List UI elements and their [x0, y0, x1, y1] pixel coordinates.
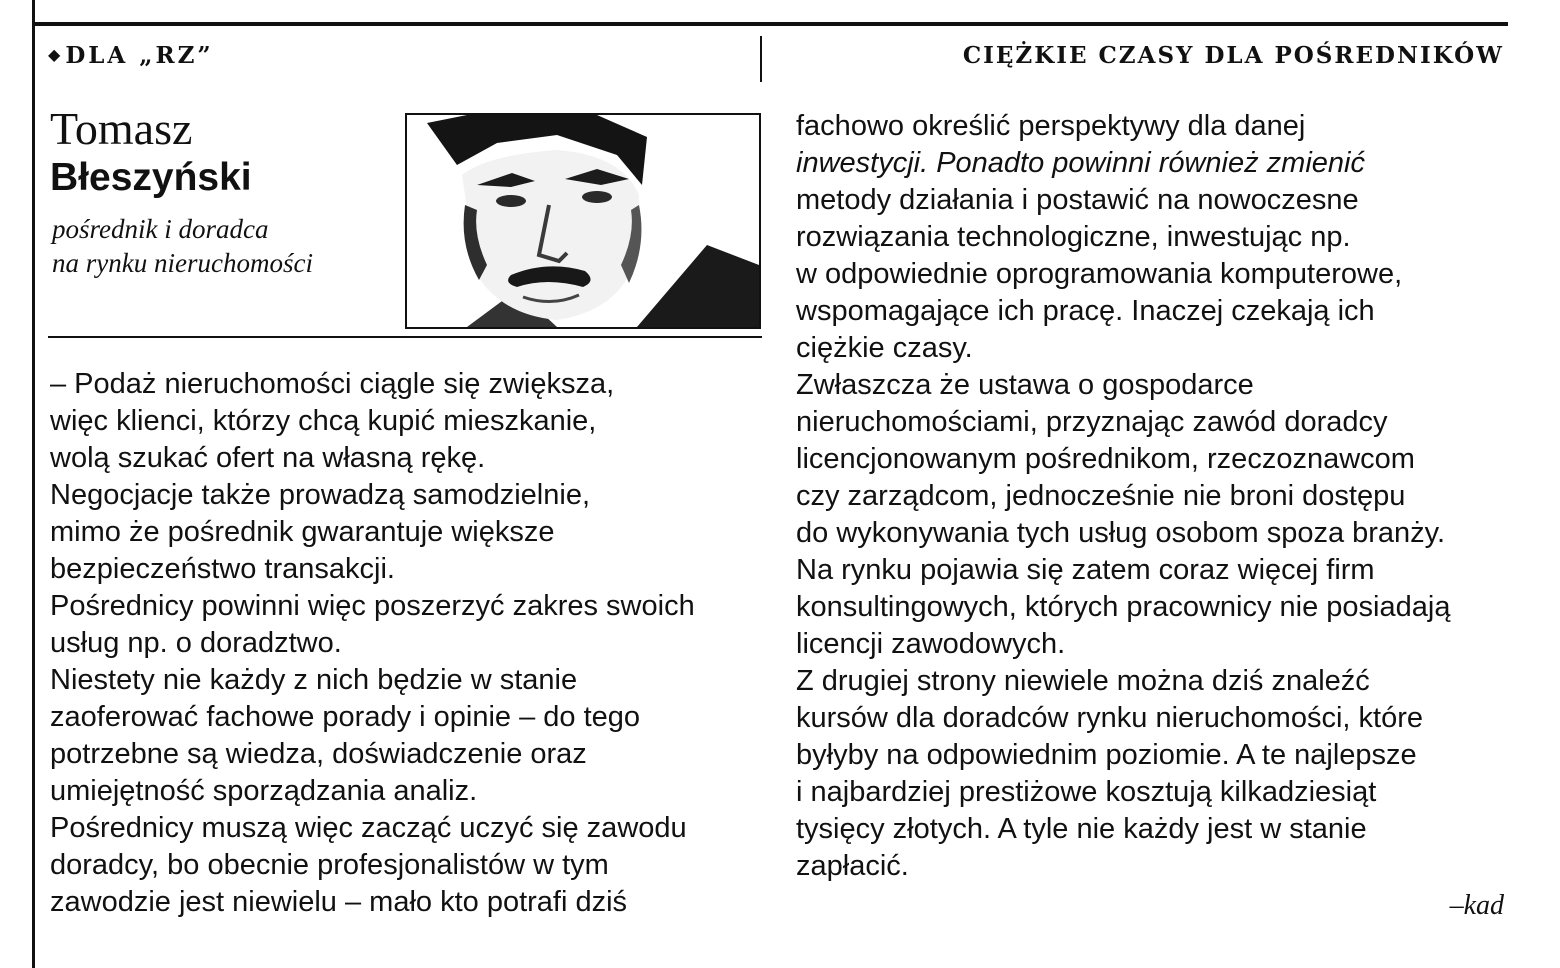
- text-line: bezpieczeństwo transakcji.: [50, 553, 395, 585]
- text-line: zaoferować fachowe porady i opinie – do tego: [50, 701, 641, 733]
- text-line: Pośrednicy muszą więc zacząć uczyć się zawodu: [50, 812, 687, 844]
- author-role-line: pośrednik i doradca: [52, 214, 269, 244]
- text-line: Niestety nie każdy z nich będzie w stanie: [50, 664, 578, 696]
- byline-rule: [48, 336, 762, 338]
- left-border-rule: [32, 0, 35, 968]
- text-line: licencjonowanym pośrednikom, rzeczoznawcom: [796, 443, 1415, 475]
- author-role-line: na rynku nieruchomości: [52, 248, 313, 278]
- author-signature: –kad: [1449, 890, 1504, 921]
- text-line: metody działania i postawić na nowoczesne: [796, 184, 1359, 216]
- text-line: tysięcy złotych. A tyle nie każdy jest w stanie: [796, 813, 1367, 845]
- article-title: CIĘŻKIE CZASY DLA POŚREDNIKÓW: [962, 42, 1504, 69]
- text-line: rozwiązania technologiczne, inwestując np.: [796, 221, 1351, 253]
- text-line: do wykonywania tych usług osobom spoza branży.: [796, 517, 1446, 549]
- text-line: zapłacić.: [796, 850, 909, 882]
- text-line: czy zarządcom, jednocześnie nie broni dostępu: [796, 480, 1406, 512]
- text-line: Negocjacje także prowadzą samodzielnie,: [50, 479, 591, 511]
- text-line: kursów dla doradców rynku nieruchomości, które: [796, 702, 1423, 734]
- text-line: Na rynku pojawia się zatem coraz więcej firm: [796, 554, 1375, 586]
- header-divider: [760, 36, 762, 82]
- author-portrait-image: [407, 115, 759, 327]
- text-line: fachowo określić perspektywy dla danej: [796, 110, 1306, 142]
- author-portrait: [405, 113, 761, 329]
- text-line: wolą szukać ofert na własną rękę.: [50, 442, 486, 474]
- text-line: licencji zawodowych.: [796, 628, 1066, 660]
- text-line: wspomagające ich pracę. Inaczej czekają ich: [796, 295, 1375, 327]
- diamond-bullet-icon: ◆: [48, 45, 64, 64]
- author-role: [52, 212, 392, 280]
- text-line: – Podaż nieruchomości ciągle się zwiększa,: [50, 368, 615, 400]
- text-line: Zwłaszcza że ustawa o gospodarce: [796, 369, 1254, 401]
- text-line: więc klienci, którzy chcą kupić mieszkanie,: [50, 405, 597, 437]
- text-line: w odpowiednie oprogramowania komputerowe,: [796, 258, 1403, 290]
- text-line: konsultingowych, których pracownicy nie posiadają: [796, 591, 1451, 623]
- text-line: nieruchomościami, przyznając zawód doradcy: [796, 406, 1388, 438]
- text-line-italic: inwestycji. Ponadto powinni również zmienić: [796, 147, 1365, 179]
- text-line: Z drugiej strony niewiele można dziś znaleźć: [796, 665, 1370, 697]
- text-line: Pośrednicy powinni więc poszerzyć zakres swoich: [50, 590, 695, 622]
- section-label-text: DLA „RZ”: [65, 42, 214, 69]
- author-last-name: Błeszyński: [50, 156, 252, 199]
- top-rule: [32, 22, 1508, 26]
- text-line: umiejętność sporządzania analiz.: [50, 775, 478, 807]
- text-line: zawodzie jest niewielu – mało kto potrafi dziś: [50, 886, 628, 918]
- article-column-right: [796, 108, 1450, 885]
- text-line: usług np. o doradztwo.: [50, 627, 342, 659]
- article-column-left: [50, 366, 695, 921]
- text-line: i najbardziej prestiżowe kosztują kilkadziesiąt: [796, 776, 1377, 808]
- author-first-name: Tomasz: [50, 103, 193, 154]
- text-line: mimo że pośrednik gwarantuje większe: [50, 516, 555, 548]
- text-line: doradcy, bo obecnie profesjonalistów w tym: [50, 849, 609, 881]
- text-line: potrzebne są wiedza, doświadczenie oraz: [50, 738, 587, 770]
- text-line: ciężkie czasy.: [796, 332, 973, 364]
- section-label: [48, 42, 214, 69]
- text-line: byłyby na odpowiednim poziomie. A te najlepsze: [796, 739, 1417, 771]
